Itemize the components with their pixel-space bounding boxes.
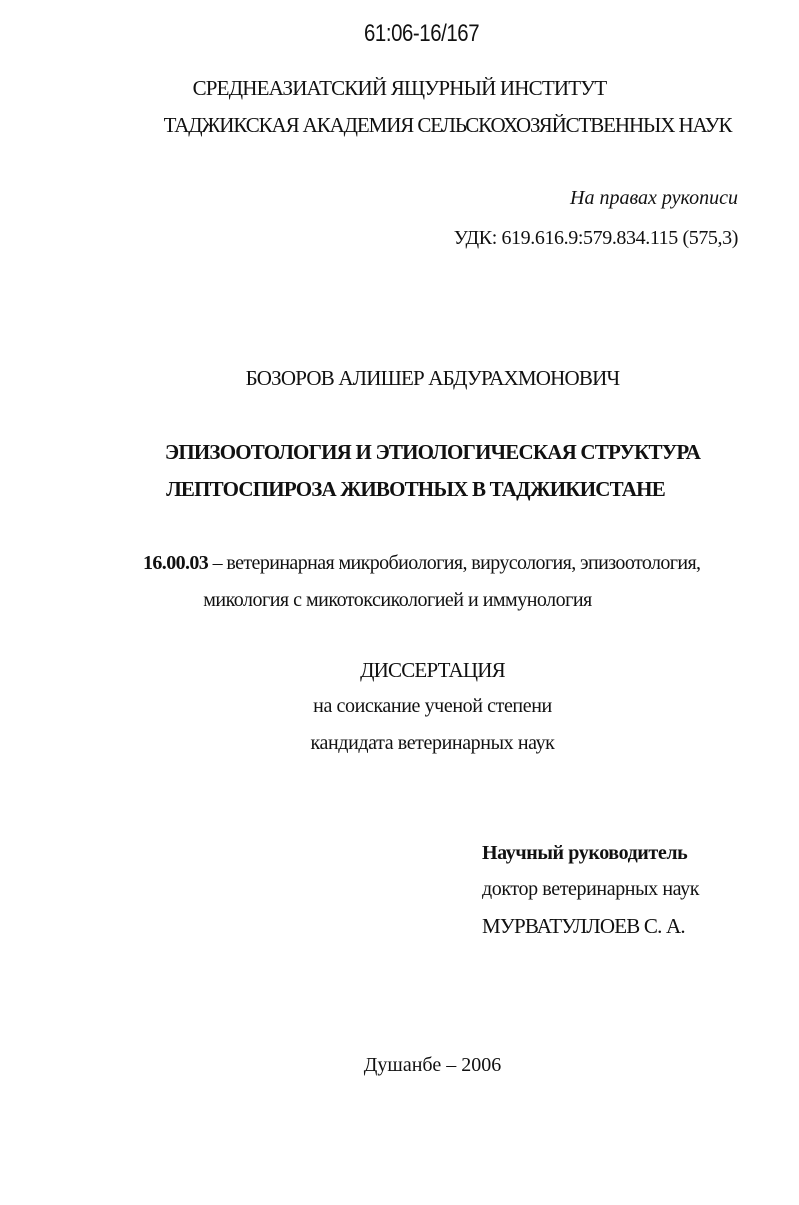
degree-purpose: на соискание ученой степени	[313, 695, 552, 717]
registry-code: 61:06-16/167	[364, 20, 480, 47]
udk: УДК: 619.616.9:579.834.115 (575,3)	[453, 227, 738, 249]
title-line-1: ЭПИЗООТОЛОГИЯ И ЭТИОЛОГИЧЕСКАЯ СТРУКТУРА	[164, 440, 701, 464]
supervisor-label: Научный руководитель	[482, 842, 688, 864]
place-year: Душанбе – 2006	[363, 1054, 502, 1076]
degree-name: кандидата ветеринарных наук	[310, 732, 555, 754]
work-type: ДИССЕРТАЦИЯ	[360, 658, 505, 682]
supervisor-name: МУРВАТУЛЛОЕВ С. А.	[482, 914, 685, 938]
specialty-code: 16.00.03	[143, 552, 209, 574]
supervisor-degree: доктор ветеринарных наук	[482, 878, 700, 900]
specialty-text: – ветеринарная микробиология, вирусология, эпизоотология,	[208, 552, 701, 574]
specialty-line-2: микология с микотоксикологией и иммунология	[203, 589, 592, 611]
title-line-2: ЛЕПТОСПИРОЗА ЖИВОТНЫХ В ТАДЖИКИСТАНЕ	[166, 477, 665, 501]
author-name: БОЗОРОВ АЛИШЕР АБДУРАХМОНОВИЧ	[245, 366, 620, 390]
institution-line-2: ТАДЖИКСКАЯ АКАДЕМИЯ СЕЛЬСКОХОЗЯЙСТВЕННЫХ НАУК	[163, 113, 732, 137]
institution-line-1: СРЕДНЕАЗИАТСКИЙ ЯЩУРНЫЙ ИНСТИТУТ	[192, 76, 607, 100]
specialty-line-1	[143, 551, 700, 575]
manuscript-note: На правах рукописи	[570, 187, 738, 209]
